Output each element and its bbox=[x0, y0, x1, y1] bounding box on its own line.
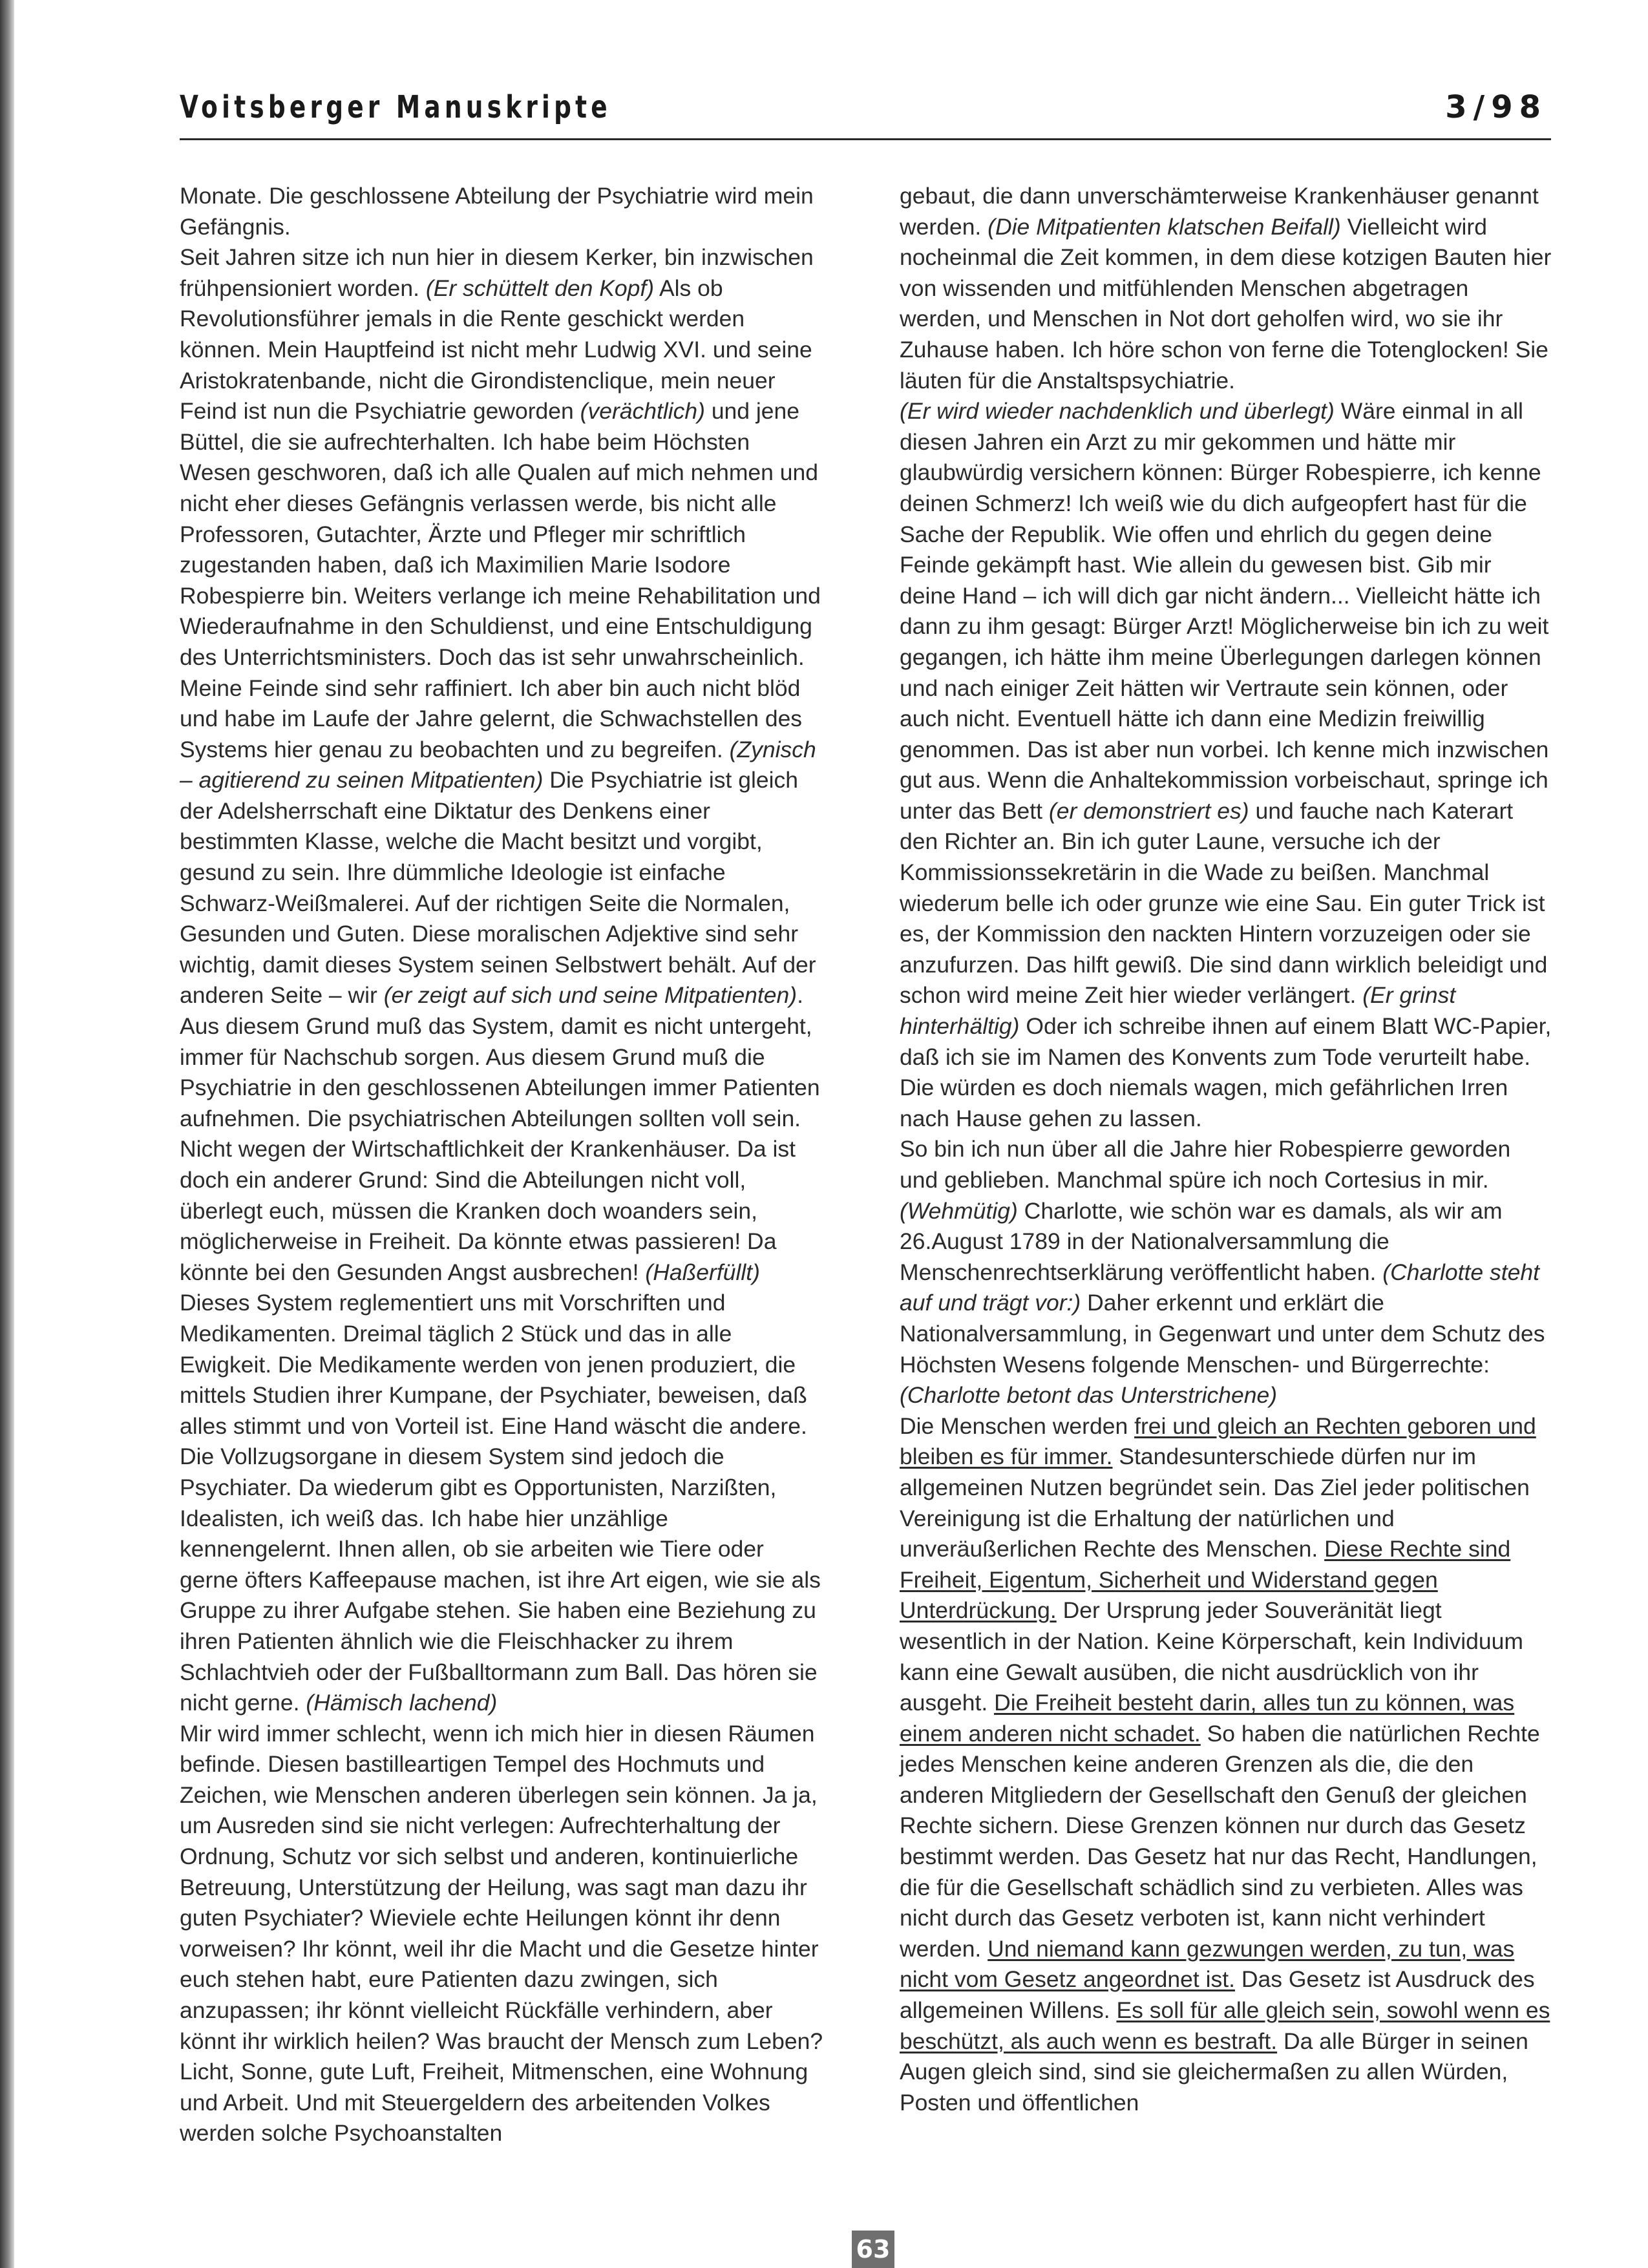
body-text: Monate. Die geschlossene Abteilung der Psychiatrie wird mein Gefängnis. bbox=[180, 183, 814, 240]
body-text: Daher erkennt und erklärt die Nationalversammlung, in Gegenwart und unter dem Schutz des Höchsten Wesens folgende Menschen- und Bürgerrechte: bbox=[900, 1290, 1545, 1378]
stage-direction: (Hämisch lachend) bbox=[306, 1690, 498, 1716]
stage-direction: (Er schüttelt den Kopf) bbox=[425, 275, 655, 301]
body-text: und fauche nach Katerart den Richter an. Bin ich guter Laune, versuche ich der Kommissionssekretärin in die Wade zu beißen. Manchmal wiederum belle ich oder grunze wie eine Sau. Ein guter Trick ist es, der Kommission den nackten Hintern vorzuzeigen oder sie anzufurzen. Das hilft gewiß. Die sind dann wirklich beleidigt und schon wird meine Zeit hier wieder verlängert. bbox=[900, 797, 1548, 1009]
body-text: Dieses System reglementiert uns mit Vorschriften und Medikamenten. Dreimal täglich 2 Stück und das in alle Ewigkeit. Die Medikamente werden von jenen produziert, die mittels Studien ihrer Kumpane, der Psychiater, beweisen, daß alles stimmt und von Vorteil ist. Eine Hand wäscht die andere. Die Vollzugsorgane in diesem System sind jedoch die Psychiater. Da wiederum gibt es Opportunisten, Narzißten, Idealisten, ich weiß das. Ich habe hier unzählige kennengelernt. Ihnen allen, ob sie arbeiten wie Tiere oder gerne öfters Kaffeepause machen, ist ihre Art eigen, wie sie als Gruppe zu ihrer Aufgabe stehen. Sie haben eine Beziehung zu ihren Patienten ähnlich wie die Fleischhacker zu ihrem Schlachtvieh oder der Fußballtormann zum Ball. Das hören sie nicht gerne. bbox=[180, 1290, 821, 1716]
body-text: So haben die natürlichen Rechte jedes Menschen keine anderen Grenzen als die, die den anderen Mitgliedern der Gesellschaft den Genuß der gleichen Rechte sichern. Diese Grenzen können nur durch das Gesetz bestimmt werden. Das Gesetz hat nur das Recht, Handlungen, die für die Gesellschaft schädlich sind zu verbieten. Alles was nicht durch das Gesetz verboten ist, kann nicht verhindert werden. bbox=[900, 1720, 1540, 1962]
body-text: Die Menschen werden bbox=[900, 1412, 1135, 1439]
body-text: Als ob Revolutionsführer jemals in die Rente geschickt werden können. Mein Hauptfeind ist nicht mehr Ludwig XVI. und seine Aristokratenbande, nicht die Girondistenclique, mein neuer Feind ist nun die Psychiatrie geworden bbox=[180, 275, 812, 425]
stage-direction: (Zynisch – agitierend zu seinen Mitpatienten) bbox=[180, 736, 816, 793]
body-text: Der Ursprung jeder Souveränität liegt wesentlich in der Nation. Keine Körperschaft, kein Individuum kann eine Gewalt ausüben, die nicht ausdrücklich von ihr ausgeht. bbox=[900, 1597, 1523, 1716]
page-number: 63 bbox=[852, 2231, 894, 2268]
underlined-text: Die Freiheit besteht darin, alles tun zu können, was einem anderen nicht schadet. bbox=[900, 1690, 1515, 1747]
stage-direction: (Er wird wieder nachdenklich und überlegt) bbox=[900, 398, 1335, 425]
body-text: Das Gesetz ist Ausdruck des allgemeinen Willens. bbox=[900, 1966, 1535, 2024]
stage-direction: (Er grinst hinterhältig) bbox=[900, 982, 1456, 1040]
header-issue: 3/98 bbox=[1445, 89, 1547, 125]
stage-direction: (Die Mitpatienten klatschen Beifall) bbox=[988, 213, 1341, 240]
stage-direction: (er zeigt auf sich und seine Mitpatienten) bbox=[383, 982, 798, 1009]
body-text: gebaut, die dann unverschämterweise Krankenhäuser genannt werden. bbox=[900, 183, 1539, 240]
stage-direction: (Haßerfüllt) bbox=[645, 1259, 760, 1285]
right-column bbox=[900, 181, 1552, 2118]
body-text: Seit Jahren sitze ich nun hier in diesem Kerker, bin inzwischen frühpensioniert worden. bbox=[180, 244, 814, 301]
binding-shadow bbox=[0, 0, 14, 2268]
underlined-text: Diese Rechte sind Freiheit, Eigentum, Sicherheit und Widerstand gegen Unterdrückung. bbox=[900, 1536, 1511, 1624]
body-text: Vielleicht wird nocheinmal die Zeit kommen, in dem diese kotzigen Bauten hier von wissenden und mitfühlenden Menschen abgetragen werden, und Menschen in Not dort geholfen wird, wo sie ihr Zuhause haben. Ich höre schon von ferne die Totenglocken! Sie läuten für die Anstaltspsychiatrie. bbox=[900, 213, 1552, 394]
body-text: Charlotte, wie schön war es damals, als wir am 26.August 1789 in der Nationalversammlung die Menschenrechtserklärung veröffentlicht haben. bbox=[900, 1197, 1503, 1285]
body-text: und jene Büttel, die sie aufrechterhalten. Ich habe beim Höchsten Wesen geschworen, daß ich alle Qualen auf mich nehmen und nicht eher dieses Gefängnis verlassen werde, bis nicht alle Professoren, Gutachter, Ärzte und Pfleger mir schriftlich zugestanden haben, daß ich Maximilien Marie Isodore Robespierre bin. Weiters verlange ich meine Rehabilitation und Wiederaufnahme in den Schuldienst, und eine Entschuldigung des Unterrichtsministers. Doch das ist sehr unwahrscheinlich. Meine Feinde sind sehr raffiniert. Ich aber bin auch nicht blöd und habe im Laufe der Jahre gelernt, die Schwachstellen des Systems hier genau zu beobachten und zu begreifen. bbox=[180, 398, 821, 762]
body-text: Oder ich schreibe ihnen auf einem Blatt WC-Papier, daß ich sie im Namen des Konvents zum Tode verurteilt habe. Die würden es doch niemals wagen, mich gefährlichen Irren nach Hause gehen zu lassen. bbox=[900, 1013, 1552, 1131]
stage-direction: (verächtlich) bbox=[580, 398, 705, 425]
stage-direction: (Wehmütig) bbox=[900, 1197, 1018, 1224]
body-text: Standesunterschiede dürfen nur im allgemeinen Nutzen begründet sein. Das Ziel jeder politischen Vereinigung ist die Erhaltung der natürlichen und unveräußerlichen Rechte des Menschen. bbox=[900, 1444, 1530, 1562]
body-text: . Aus diesem Grund muß das System, damit es nicht untergeht, immer für Nachschub sorgen. Aus diesem Grund muß die Psychiatrie in den geschlossenen Abteilungen immer Patienten aufnehmen. Die psychiatrischen Abteilungen sollten voll sein. Nicht wegen der Wirtschaftlichkeit der Krankenhäuser. Da ist doch ein anderer Grund: Sind die Abteilungen nicht voll, überlegt euch, müssen die Kranken doch woanders sein, möglicherweise in Freiheit. Da könnte etwas passieren! Da könnte bei den Gesunden Angst ausbrechen! bbox=[180, 982, 820, 1285]
underlined-text: Es soll für alle gleich sein, sowohl wenn es beschützt, als auch wenn es bestraft. bbox=[900, 1997, 1550, 2054]
body-text: Da alle Bürger in seinen Augen gleich sind, sind sie gleichermaßen zu allen Würden, Posten und öffentlichen bbox=[900, 2028, 1528, 2116]
stage-direction: (Charlotte betont das Unterstrichene) bbox=[900, 1382, 1278, 1409]
right-column-text bbox=[900, 181, 1552, 2118]
header-rule bbox=[180, 138, 1551, 140]
stage-direction: (Charlotte steht auf und trägt vor:) bbox=[900, 1259, 1539, 1316]
body-text: Mir wird immer schlecht, wenn ich mich hier in diesen Räumen befinde. Diesen bastilleartigen Tempel des Hochmuts und Zeichen, wie Menschen anderen überlegen sein können. Ja ja, um Ausreden sind sie nicht verlegen: Aufrechterhaltung der Ordnung, Schutz vor sich selbst und anderen, kontinuierliche Betreuung, Unterstützung der Heilung, was sagt man dazu ihr guten Psychiater? Wieviele echte Heilungen könnt ihr denn vorweisen? Ihr könnt, weil ihr die Macht und die Gesetze hinter euch stehen habt, eure Patienten dazu zwingen, sich anzupassen; ihr könnt vielleicht Rückfälle verhindern, aber könnt ihr wirklich heilen? Was braucht der Mensch zum Leben? Licht, Sonne, gute Luft, Freiheit, Mitmenschen, eine Wohnung und Arbeit. Und mit Steuergeldern des arbeitenden Volkes werden solche Psychoanstalten bbox=[180, 1720, 823, 2147]
left-column-text bbox=[180, 181, 826, 2149]
left-column bbox=[180, 181, 826, 2149]
body-text: Die Psychiatrie ist gleich der Adelsherrschaft eine Diktatur des Denkens einer bestimmten Klasse, welche die Macht besitzt und vorgibt, gesund zu sein. Ihre dümmliche Ideologie ist einfache Schwarz-Weißmalerei. Auf der richtigen Seite die Normalen, Gesunden und Guten. Diese moralischen Adjektive sind sehr wichtig, damit dieses System seinen Selbstwert behält. Auf der anderen Seite – wir bbox=[180, 767, 816, 1009]
body-text: Wäre einmal in all diesen Jahren ein Arzt zu mir gekommen und hätte mir glaubwürdig versichern können: Bürger Robespierre, ich kenne deinen Schmerz! Ich weiß wie du dich aufgeopfert hast für die Sache der Republik. Wie offen und ehrlich du gegen deine Feinde gekämpft hast. Wie allein du gewesen bist. Gib mir deine Hand – ich will dich gar nicht ändern... Vielleicht hätte ich dann zu ihm gesagt: Bürger Arzt! Möglicherweise bin ich zu weit gegangen, ich hätte ihm meine Überlegungen darlegen können und nach einiger Zeit hätten wir Vertraute sein können, oder auch nicht. Eventuell hätte ich dann eine Medizin freiwillig genommen. Das ist aber nun vorbei. Ich kenne mich inzwischen gut aus. Wenn die Anhaltekommission vorbeischaut, springe ich unter das Bett bbox=[900, 398, 1549, 824]
body-text: So bin ich nun über all die Jahre hier Robespierre geworden und geblieben. Manchmal spüre ich noch Cortesius in mir. bbox=[900, 1136, 1511, 1193]
underlined-text: frei und gleich an Rechten geboren und bleiben es für immer. bbox=[900, 1412, 1536, 1470]
stage-direction: (er demonstriert es) bbox=[1048, 797, 1249, 824]
underlined-text: Und niemand kann gezwungen werden, zu tun, was nicht vom Gesetz angeordnet ist. bbox=[900, 1935, 1515, 1993]
header-title: Voitsberger Manuskripte bbox=[180, 89, 611, 125]
